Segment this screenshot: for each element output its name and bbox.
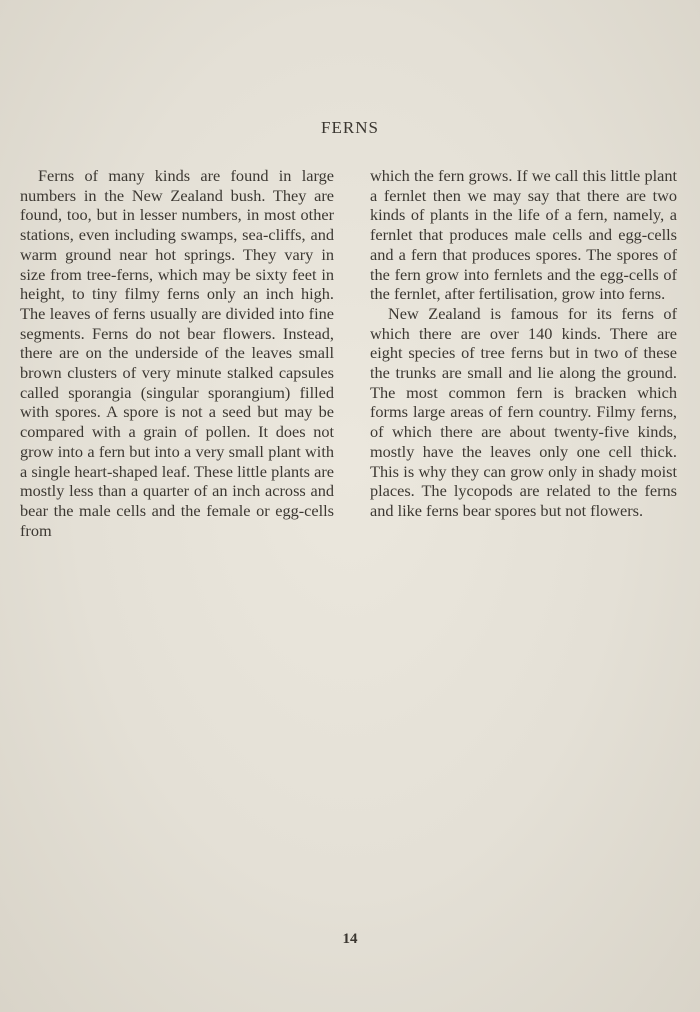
left-paragraph-1: Ferns of many kinds are found in large numbers in the New Zealand bush. They are found, too, but in lesser numbers, in most other stations, even including swamps, sea-cliffs, and warm ground near hot springs. They vary in size from tree-ferns, which may be sixty feet in height, to tiny filmy ferns only an inch high. The leaves of ferns usually are divided into fine segments. Ferns do not bear flowers. Instead, there are on the underside of the leaves small brown clusters of very minute stalked capsules called sporangia (singular sporangium) filled with spores. A spore is not a seed but may be compared with a grain of pollen. It does not grow into a fern but into a very small plant with a single heart-shaped leaf. These little plants are mostly less than a quarter of an inch across and bear the male cells and the female or egg-cells from	[20, 166, 334, 540]
page-number: 14	[342, 931, 358, 947]
left-column	[20, 166, 334, 540]
right-paragraph-1: which the fern grows. If we call this little plant a fernlet then we may say that there are two kinds of plants in the life of a fern, namely, a fernlet that produces male cells and egg-cells and a fern that produces spores. The spores of the fern grow into fernlets and the egg-cells of the fernlet, after fertilisation, grow into ferns.	[370, 166, 677, 304]
right-paragraph-2: New Zealand is famous for its ferns of which there are over 140 kinds. There are eight species of tree ferns but in two of these the trunks are small and lie along the ground. The most common fern is bracken which forms large areas of fern country. Filmy ferns, of which there are about twenty-five kinds, mostly have the leaves only one cell thick. This is why they can grow only in shady moist places. The lycopods are related to the ferns and like ferns bear spores but not flowers.	[370, 303, 677, 520]
page-title: FERNS	[321, 118, 379, 137]
right-column	[370, 166, 677, 521]
